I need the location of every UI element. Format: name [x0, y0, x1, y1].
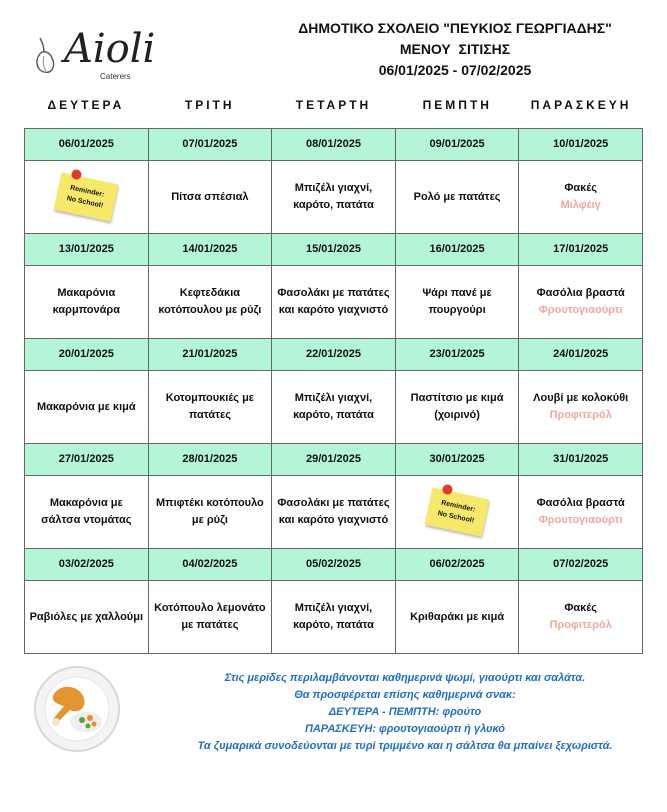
- meal-cell: [272, 581, 396, 654]
- meal-main: Φασόλια βραστά: [536, 497, 625, 509]
- reminder-line: No School!: [66, 195, 104, 210]
- date-cell: 22/01/2025: [272, 339, 396, 371]
- meal-main: Μακαρόνια με κιμά: [36, 400, 136, 413]
- note-line: ΠΑΡΑΣΚΕΥΗ: φρουτογιαούρτι ή γλυκό: [304, 723, 506, 735]
- day-wednesday: ΤΕΤΑΡΤΗ: [295, 98, 372, 112]
- food-plate-icon: [32, 664, 122, 754]
- meal-main: Μπιζέλι γιαχνί, καρότο, πατάτα: [293, 602, 374, 631]
- meal-cell: [148, 266, 272, 339]
- meal-main: Ρολό με πατάτες: [413, 190, 501, 203]
- note-line: Τα ζυμαρικά συνοδεύονται με τυρί τριμμένο και η σάλτσα θα μπαίνει ξεχωριστά.: [197, 740, 613, 752]
- meal-main: Μπιζέλι γιαχνί, καρότο, πατάτα: [293, 392, 374, 421]
- reminder-note-icon: [425, 487, 490, 536]
- meal-main: Μπιζέλι γιαχνί, καρότο, πατάτα: [293, 182, 374, 211]
- logo-name: Aioli: [64, 26, 156, 72]
- date-row: [25, 339, 643, 371]
- meal-main: Λουβί με κολοκύθι: [533, 392, 629, 404]
- meal-cell: [519, 371, 643, 444]
- meal-main: Μπιφτέκι κοτόπουλο με ρύζι: [156, 497, 264, 526]
- meal-row: [25, 266, 643, 339]
- date-cell: 16/01/2025: [395, 234, 519, 266]
- day-monday: ΔΕΥΤΕΡΑ: [47, 98, 125, 112]
- meal-dessert: Μιλφέιγ: [560, 199, 601, 211]
- meal-main: Κριθαράκι με κιμά: [410, 610, 505, 623]
- meal-main: Φασολάκι με πατάτες και καρότο γιαχνιστό: [277, 497, 390, 526]
- date-cell: 03/02/2025: [25, 549, 149, 581]
- meal-row: [25, 581, 643, 654]
- reminder-note-icon: [54, 172, 119, 221]
- meal-main: Μακαρόνια με σάλτσα ντομάτας: [41, 497, 132, 526]
- reminder-line: Reminder:: [69, 184, 106, 199]
- date-cell: 31/01/2025: [519, 444, 643, 476]
- meal-main: Κεφτεδάκια κοτόπουλου με ρύζι: [158, 287, 262, 316]
- weekday-headers: [24, 98, 643, 112]
- meal-cell: [25, 581, 149, 654]
- meal-cell: [148, 161, 272, 234]
- reminder-line: No School!: [437, 510, 475, 525]
- date-cell: 04/02/2025: [148, 549, 272, 581]
- date-row: [25, 444, 643, 476]
- meal-cell: [25, 266, 149, 339]
- date-cell: 20/01/2025: [25, 339, 149, 371]
- meal-dessert: Προφιτερόλ: [549, 619, 612, 631]
- meal-cell: [395, 161, 519, 234]
- date-cell: 28/01/2025: [148, 444, 272, 476]
- reminder-line: Reminder:: [440, 499, 476, 514]
- meal-cell: [25, 161, 149, 234]
- meal-cell: [395, 371, 519, 444]
- date-cell: 06/01/2025: [25, 129, 149, 161]
- date-row: [25, 129, 643, 161]
- meal-cell: [519, 581, 643, 654]
- date-cell: 07/01/2025: [148, 129, 272, 161]
- date-cell: 29/01/2025: [272, 444, 396, 476]
- menu-period: 06/01/2025 - 07/02/2025: [378, 62, 532, 78]
- meal-cell: [395, 266, 519, 339]
- meal-cell: [25, 476, 149, 549]
- meal-cell: [519, 476, 643, 549]
- meal-cell: [519, 266, 643, 339]
- date-cell: 10/01/2025: [519, 129, 643, 161]
- date-row: [25, 549, 643, 581]
- meal-dessert: Φρουτογιαούρτι: [538, 514, 623, 526]
- meal-cell: [272, 161, 396, 234]
- menu-title: ΜΕΝΟΥ ΣΙΤΙΣΗΣ: [399, 41, 511, 57]
- meal-cell: [395, 581, 519, 654]
- day-thursday: ΠΕΜΠΤΗ: [422, 98, 492, 112]
- note-line: Θα προσφέρεται επίσης καθημερινά σνακ:: [294, 689, 516, 701]
- meal-main: Φασόλια βραστά: [536, 287, 625, 299]
- meal-cell: [148, 476, 272, 549]
- meal-cell: [519, 161, 643, 234]
- date-cell: 08/01/2025: [272, 129, 396, 161]
- date-cell: 06/02/2025: [395, 549, 519, 581]
- note-line: ΔΕΥΤΕΡΑ - ΠΕΜΠΤΗ: φρούτο: [328, 706, 482, 718]
- logo-subtitle: Caterers: [100, 72, 131, 81]
- date-cell: 13/01/2025: [25, 234, 149, 266]
- menu-header: [270, 18, 640, 81]
- day-tuesday: ΤΡΙΤΗ: [184, 98, 235, 112]
- meal-row: [25, 161, 643, 234]
- date-cell: 30/01/2025: [395, 444, 519, 476]
- caterer-logo: [30, 22, 156, 84]
- date-cell: 09/01/2025: [395, 129, 519, 161]
- date-cell: 23/01/2025: [395, 339, 519, 371]
- meal-main: Κοτόπουλο λεμονάτο με πατάτες: [154, 602, 266, 631]
- meal-main: Ψάρι πανέ με πουργούρι: [422, 287, 492, 316]
- meal-main: Κοτομπουκιές με πατάτες: [165, 392, 255, 421]
- meal-main: Φασολάκι με πατάτες και καρότο γιαχνιστό: [277, 287, 390, 316]
- school-name: ΔΗΜΟΤΙΚΟ ΣΧΟΛΕΙΟ "ΠΕΥΚΙΟΣ ΓΕΩΡΓΙΑΔΗΣ": [298, 20, 612, 36]
- meal-main: Φακές: [564, 602, 597, 614]
- date-cell: 14/01/2025: [148, 234, 272, 266]
- meal-cell: [148, 581, 272, 654]
- meal-dessert: Προφιτερόλ: [549, 409, 612, 421]
- meal-row: [25, 476, 643, 549]
- meal-cell: [272, 266, 396, 339]
- date-cell: 17/01/2025: [519, 234, 643, 266]
- meal-cell: [148, 371, 272, 444]
- meal-cell: [272, 476, 396, 549]
- pushpin-icon: [71, 169, 83, 181]
- date-cell: 21/01/2025: [148, 339, 272, 371]
- date-cell: 05/02/2025: [272, 549, 396, 581]
- pushpin-icon: [442, 484, 454, 496]
- note-line: Στις μερίδες περιλαμβάνονται καθημερινά ψωμί, γιαούρτι και σαλάτα.: [224, 672, 586, 684]
- menu-notes: [170, 670, 640, 755]
- date-cell: 27/01/2025: [25, 444, 149, 476]
- date-row: [25, 234, 643, 266]
- date-cell: 24/01/2025: [519, 339, 643, 371]
- meal-cell: [395, 476, 519, 549]
- meal-main: Πίτσα σπέσιαλ: [171, 190, 249, 203]
- meal-main: Μακαρόνια καρμπονάρα: [52, 287, 120, 316]
- meal-dessert: Φρουτογιαούρτι: [538, 304, 623, 316]
- meal-main: Φακές: [564, 182, 597, 194]
- day-friday: ΠΑΡΑΣΚΕΥΗ: [530, 98, 632, 112]
- menu-table: [24, 128, 643, 654]
- meal-cell: [25, 371, 149, 444]
- meal-row: [25, 371, 643, 444]
- meal-main: Παστίτσιο με κιμά (χοιρινό): [410, 392, 504, 421]
- date-cell: 15/01/2025: [272, 234, 396, 266]
- meal-main: Ραβιόλες με χαλλούμι: [29, 610, 143, 623]
- date-cell: 07/02/2025: [519, 549, 643, 581]
- meal-cell: [272, 371, 396, 444]
